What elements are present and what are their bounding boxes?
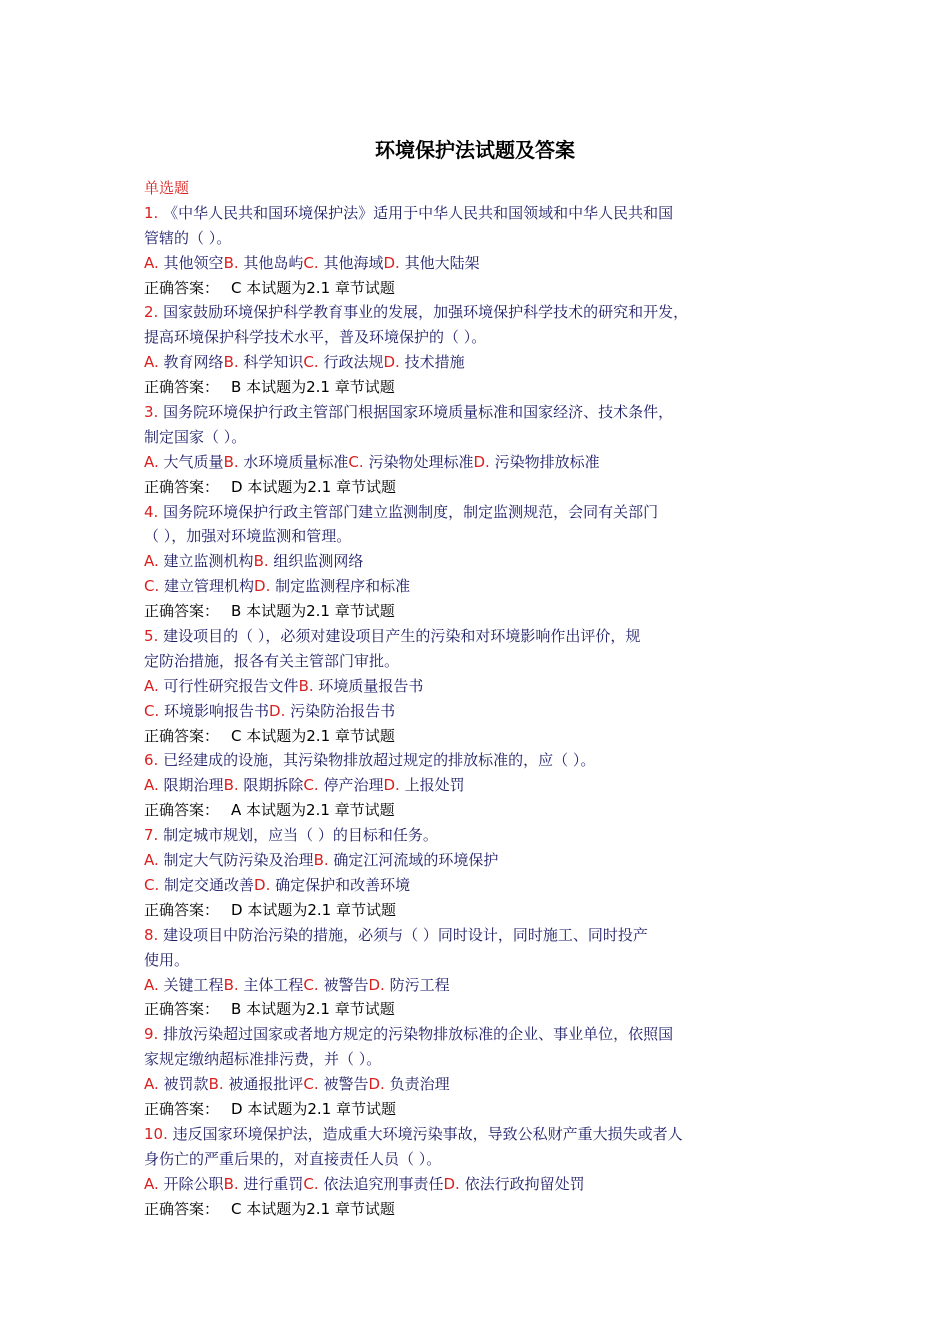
option-letter: D. [473, 452, 490, 471]
option-letter: D. [383, 353, 400, 372]
question-item [144, 201, 744, 301]
question-text: 家规定缴纳超标准排污费，并（ ）。 [144, 1050, 382, 1069]
question-text: 《中华人民共和国环境保护法》适用于中华人民共和国领域和中华人民共和国 [163, 203, 674, 222]
answer-text: C 本试题为2.1 章节试题 [231, 1199, 395, 1218]
question-text: 管辖的（ ）。 [144, 228, 232, 247]
option-text: 环境质量报告书 [318, 676, 424, 695]
answer-text: D 本试题为2.1 章节试题 [231, 477, 396, 496]
question-text: 提高环境保护科学技术水平，普及环境保护的（ ）。 [144, 328, 487, 347]
option-letter: C. [303, 1174, 319, 1193]
question-item [144, 1022, 744, 1122]
question-stem-line [144, 500, 744, 525]
answer-line [144, 898, 744, 923]
option-letter: B. [223, 975, 239, 994]
question-item [144, 923, 744, 1023]
answer-text: D 本试题为2.1 章节试题 [231, 1099, 396, 1118]
option-text: 污染防治报告书 [290, 701, 396, 720]
option-letter: B. [253, 552, 269, 571]
question-text: 违反国家环境保护法，造成重大环境污染事故，导致公私财产重大损失或者人 [172, 1124, 683, 1143]
question-stem-line [144, 1047, 744, 1072]
document-title: 环境保护法试题及答案 [375, 138, 575, 162]
option-text: 其他海域 [323, 253, 384, 272]
question-text: 建设项目中防治污染的措施，必须与（ ）同时设计，同时施工、同时投产 [163, 925, 648, 944]
answer-text: A 本试题为2.1 章节试题 [231, 801, 395, 820]
options-line [144, 848, 744, 873]
answer-text: B 本试题为2.1 章节试题 [231, 1000, 395, 1019]
option-letter: B. [208, 1075, 224, 1094]
question-stem-line [144, 524, 744, 549]
option-letter: C. [144, 577, 160, 596]
question-text: 国务院环境保护行政主管部门根据国家环境质量标准和国家经济、技术条件， [163, 403, 674, 422]
question-stem-line [144, 325, 744, 350]
option-text: 水环境质量标准 [243, 452, 349, 471]
options-line [144, 350, 744, 375]
option-text: 进行重罚 [243, 1174, 304, 1193]
option-text: 其他岛屿 [243, 253, 304, 272]
option-text: 科学知识 [243, 353, 304, 372]
answer-line [144, 276, 744, 301]
option-letter: D. [383, 776, 400, 795]
options-line [144, 674, 744, 699]
option-text: 其他领空 [163, 253, 224, 272]
question-number: 2. [144, 303, 159, 322]
option-letter: C. [144, 701, 160, 720]
answer-label: 正确答案： [144, 726, 220, 745]
question-stem-line [144, 300, 744, 325]
answer-text: D 本试题为2.1 章节试题 [231, 900, 396, 919]
option-text: 负责治理 [389, 1075, 450, 1094]
option-text: 被通报批评 [228, 1075, 304, 1094]
answer-text: C 本试题为2.1 章节试题 [231, 278, 395, 297]
question-item [144, 1122, 744, 1222]
option-text: 关键工程 [163, 975, 224, 994]
question-text: 使用。 [144, 950, 190, 969]
option-text: 可行性研究报告文件 [163, 676, 299, 695]
question-text: 排放污染超过国家或者地方规定的污染物排放标准的企业、事业单位，依照国 [163, 1025, 674, 1044]
question-text: 已经建成的设施，其污染物排放超过规定的排放标准的，应（ ）。 [163, 751, 596, 770]
question-text: 国家鼓励环境保护科学教育事业的发展，加强环境保护科学技术的研究和开发， [163, 303, 689, 322]
options-line [144, 1072, 744, 1097]
option-text: 依法追究刑事责任 [323, 1174, 444, 1193]
answer-text: B 本试题为2.1 章节试题 [231, 602, 395, 621]
option-letter: C. [303, 776, 319, 795]
option-letter: A. [144, 1174, 159, 1193]
option-text: 大气质量 [163, 452, 224, 471]
option-letter: C. [144, 875, 160, 894]
section-heading: 单选题 [144, 179, 190, 197]
option-letter: C. [303, 253, 319, 272]
answer-line [144, 798, 744, 823]
option-letter: A. [144, 452, 159, 471]
question-number: 7. [144, 826, 159, 845]
option-text: 开除公职 [163, 1174, 224, 1193]
options-line [144, 773, 744, 798]
answer-text: B 本试题为2.1 章节试题 [231, 378, 395, 397]
question-number: 1. [144, 203, 159, 222]
question-stem-line [144, 425, 744, 450]
answer-label: 正确答案： [144, 378, 220, 397]
option-text: 被警告 [323, 1075, 369, 1094]
answer-label: 正确答案： [144, 278, 220, 297]
option-text: 教育网络 [163, 353, 224, 372]
option-letter: B. [298, 676, 314, 695]
question-stem-line [144, 1022, 744, 1047]
question-text: 制定国家（ ）。 [144, 427, 247, 446]
option-text: 停产治理 [323, 776, 384, 795]
answer-line [144, 1197, 744, 1222]
answer-line [144, 599, 744, 624]
option-letter: A. [144, 776, 159, 795]
question-number: 9. [144, 1025, 159, 1044]
option-text: 制定交通改善 [164, 875, 255, 894]
question-stem-line [144, 1122, 744, 1147]
answer-label: 正确答案： [144, 1000, 220, 1019]
question-stem-line [144, 923, 744, 948]
question-item [144, 624, 744, 748]
options-line [144, 549, 744, 574]
question-list [144, 176, 744, 1221]
answer-label: 正确答案： [144, 1199, 220, 1218]
option-letter: A. [144, 552, 159, 571]
option-letter: D. [368, 975, 385, 994]
answer-line [144, 724, 744, 749]
options-line [144, 450, 744, 475]
question-text: 建设项目的（ ），必须对建设项目产生的污染和对环境影响作出评价，规 [163, 627, 641, 646]
option-letter: D. [254, 875, 271, 894]
answer-label: 正确答案： [144, 1099, 220, 1118]
options-line [144, 699, 744, 724]
answer-label: 正确答案： [144, 900, 220, 919]
option-letter: D. [269, 701, 286, 720]
question-text: 身伤亡的严重后果的，对直接责任人员（ ）。 [144, 1149, 442, 1168]
option-letter: C. [303, 353, 319, 372]
option-letter: D. [368, 1075, 385, 1094]
question-item [144, 300, 744, 400]
option-text: 建立管理机构 [164, 577, 255, 596]
answer-label: 正确答案： [144, 602, 220, 621]
option-text: 主体工程 [243, 975, 304, 994]
question-text: 国务院环境保护行政主管部门建立监测制度，制定监测规范，会同有关部门 [163, 502, 659, 521]
question-number: 6. [144, 751, 159, 770]
question-text: （ ），加强对环境监测和管理。 [144, 527, 352, 546]
answer-line [144, 475, 744, 500]
question-item [144, 823, 744, 923]
question-stem-line [144, 823, 744, 848]
option-text: 污染物排放标准 [494, 452, 600, 471]
option-letter: B. [223, 353, 239, 372]
question-stem-line [144, 948, 744, 973]
question-number: 10. [144, 1124, 168, 1143]
question-text: 制定城市规划，应当（ ）的目标和任务。 [163, 826, 438, 845]
option-text: 被警告 [323, 975, 369, 994]
option-letter: A. [144, 676, 159, 695]
answer-label: 正确答案： [144, 801, 220, 820]
option-letter: A. [144, 353, 159, 372]
option-letter: B. [223, 776, 239, 795]
option-text: 限期治理 [163, 776, 224, 795]
options-line [144, 973, 744, 998]
option-letter: D. [383, 253, 400, 272]
option-text: 制定大气防污染及治理 [163, 851, 314, 870]
answer-line [144, 997, 744, 1022]
option-letter: C. [303, 1075, 319, 1094]
question-number: 3. [144, 403, 159, 422]
option-letter: B. [223, 452, 239, 471]
question-stem-line [144, 1147, 744, 1172]
question-number: 4. [144, 502, 159, 521]
question-item [144, 400, 744, 500]
option-text: 被罚款 [163, 1075, 209, 1094]
option-letter: A. [144, 975, 159, 994]
options-line [144, 1172, 744, 1197]
option-text: 行政法规 [323, 353, 384, 372]
option-text: 上报处罚 [404, 776, 465, 795]
option-letter: C. [348, 452, 364, 471]
option-letter: A. [144, 253, 159, 272]
question-stem-line [144, 624, 744, 649]
option-letter: D. [443, 1174, 460, 1193]
options-line [144, 873, 744, 898]
option-text: 污染物处理标准 [368, 452, 474, 471]
option-letter: A. [144, 1075, 159, 1094]
option-text: 防污工程 [389, 975, 450, 994]
option-text: 限期拆除 [243, 776, 304, 795]
question-number: 5. [144, 627, 159, 646]
option-letter: D. [254, 577, 271, 596]
option-letter: B. [313, 851, 329, 870]
answer-line [144, 375, 744, 400]
option-text: 环境影响报告书 [164, 701, 270, 720]
question-stem-line [144, 649, 744, 674]
option-text: 确定江河流域的环境保护 [333, 851, 499, 870]
question-stem-line [144, 226, 744, 251]
option-letter: B. [223, 253, 239, 272]
question-stem-line [144, 748, 744, 773]
option-letter: A. [144, 851, 159, 870]
options-line [144, 574, 744, 599]
answer-text: C 本试题为2.1 章节试题 [231, 726, 395, 745]
option-text: 技术措施 [404, 353, 465, 372]
question-item [144, 500, 744, 624]
option-letter: C. [303, 975, 319, 994]
question-stem-line [144, 201, 744, 226]
options-line [144, 251, 744, 276]
option-text: 组织监测网络 [273, 552, 364, 571]
option-text: 依法行政拘留处罚 [464, 1174, 585, 1193]
question-text: 定防治措施，报各有关主管部门审批。 [144, 651, 400, 670]
question-stem-line [144, 400, 744, 425]
option-letter: B. [223, 1174, 239, 1193]
answer-line [144, 1097, 744, 1122]
option-text: 建立监测机构 [163, 552, 254, 571]
option-text: 制定监测程序和标准 [275, 577, 411, 596]
answer-label: 正确答案： [144, 477, 220, 496]
question-item [144, 748, 744, 823]
option-text: 确定保护和改善环境 [275, 875, 411, 894]
question-number: 8. [144, 925, 159, 944]
option-text: 其他大陆架 [404, 253, 480, 272]
